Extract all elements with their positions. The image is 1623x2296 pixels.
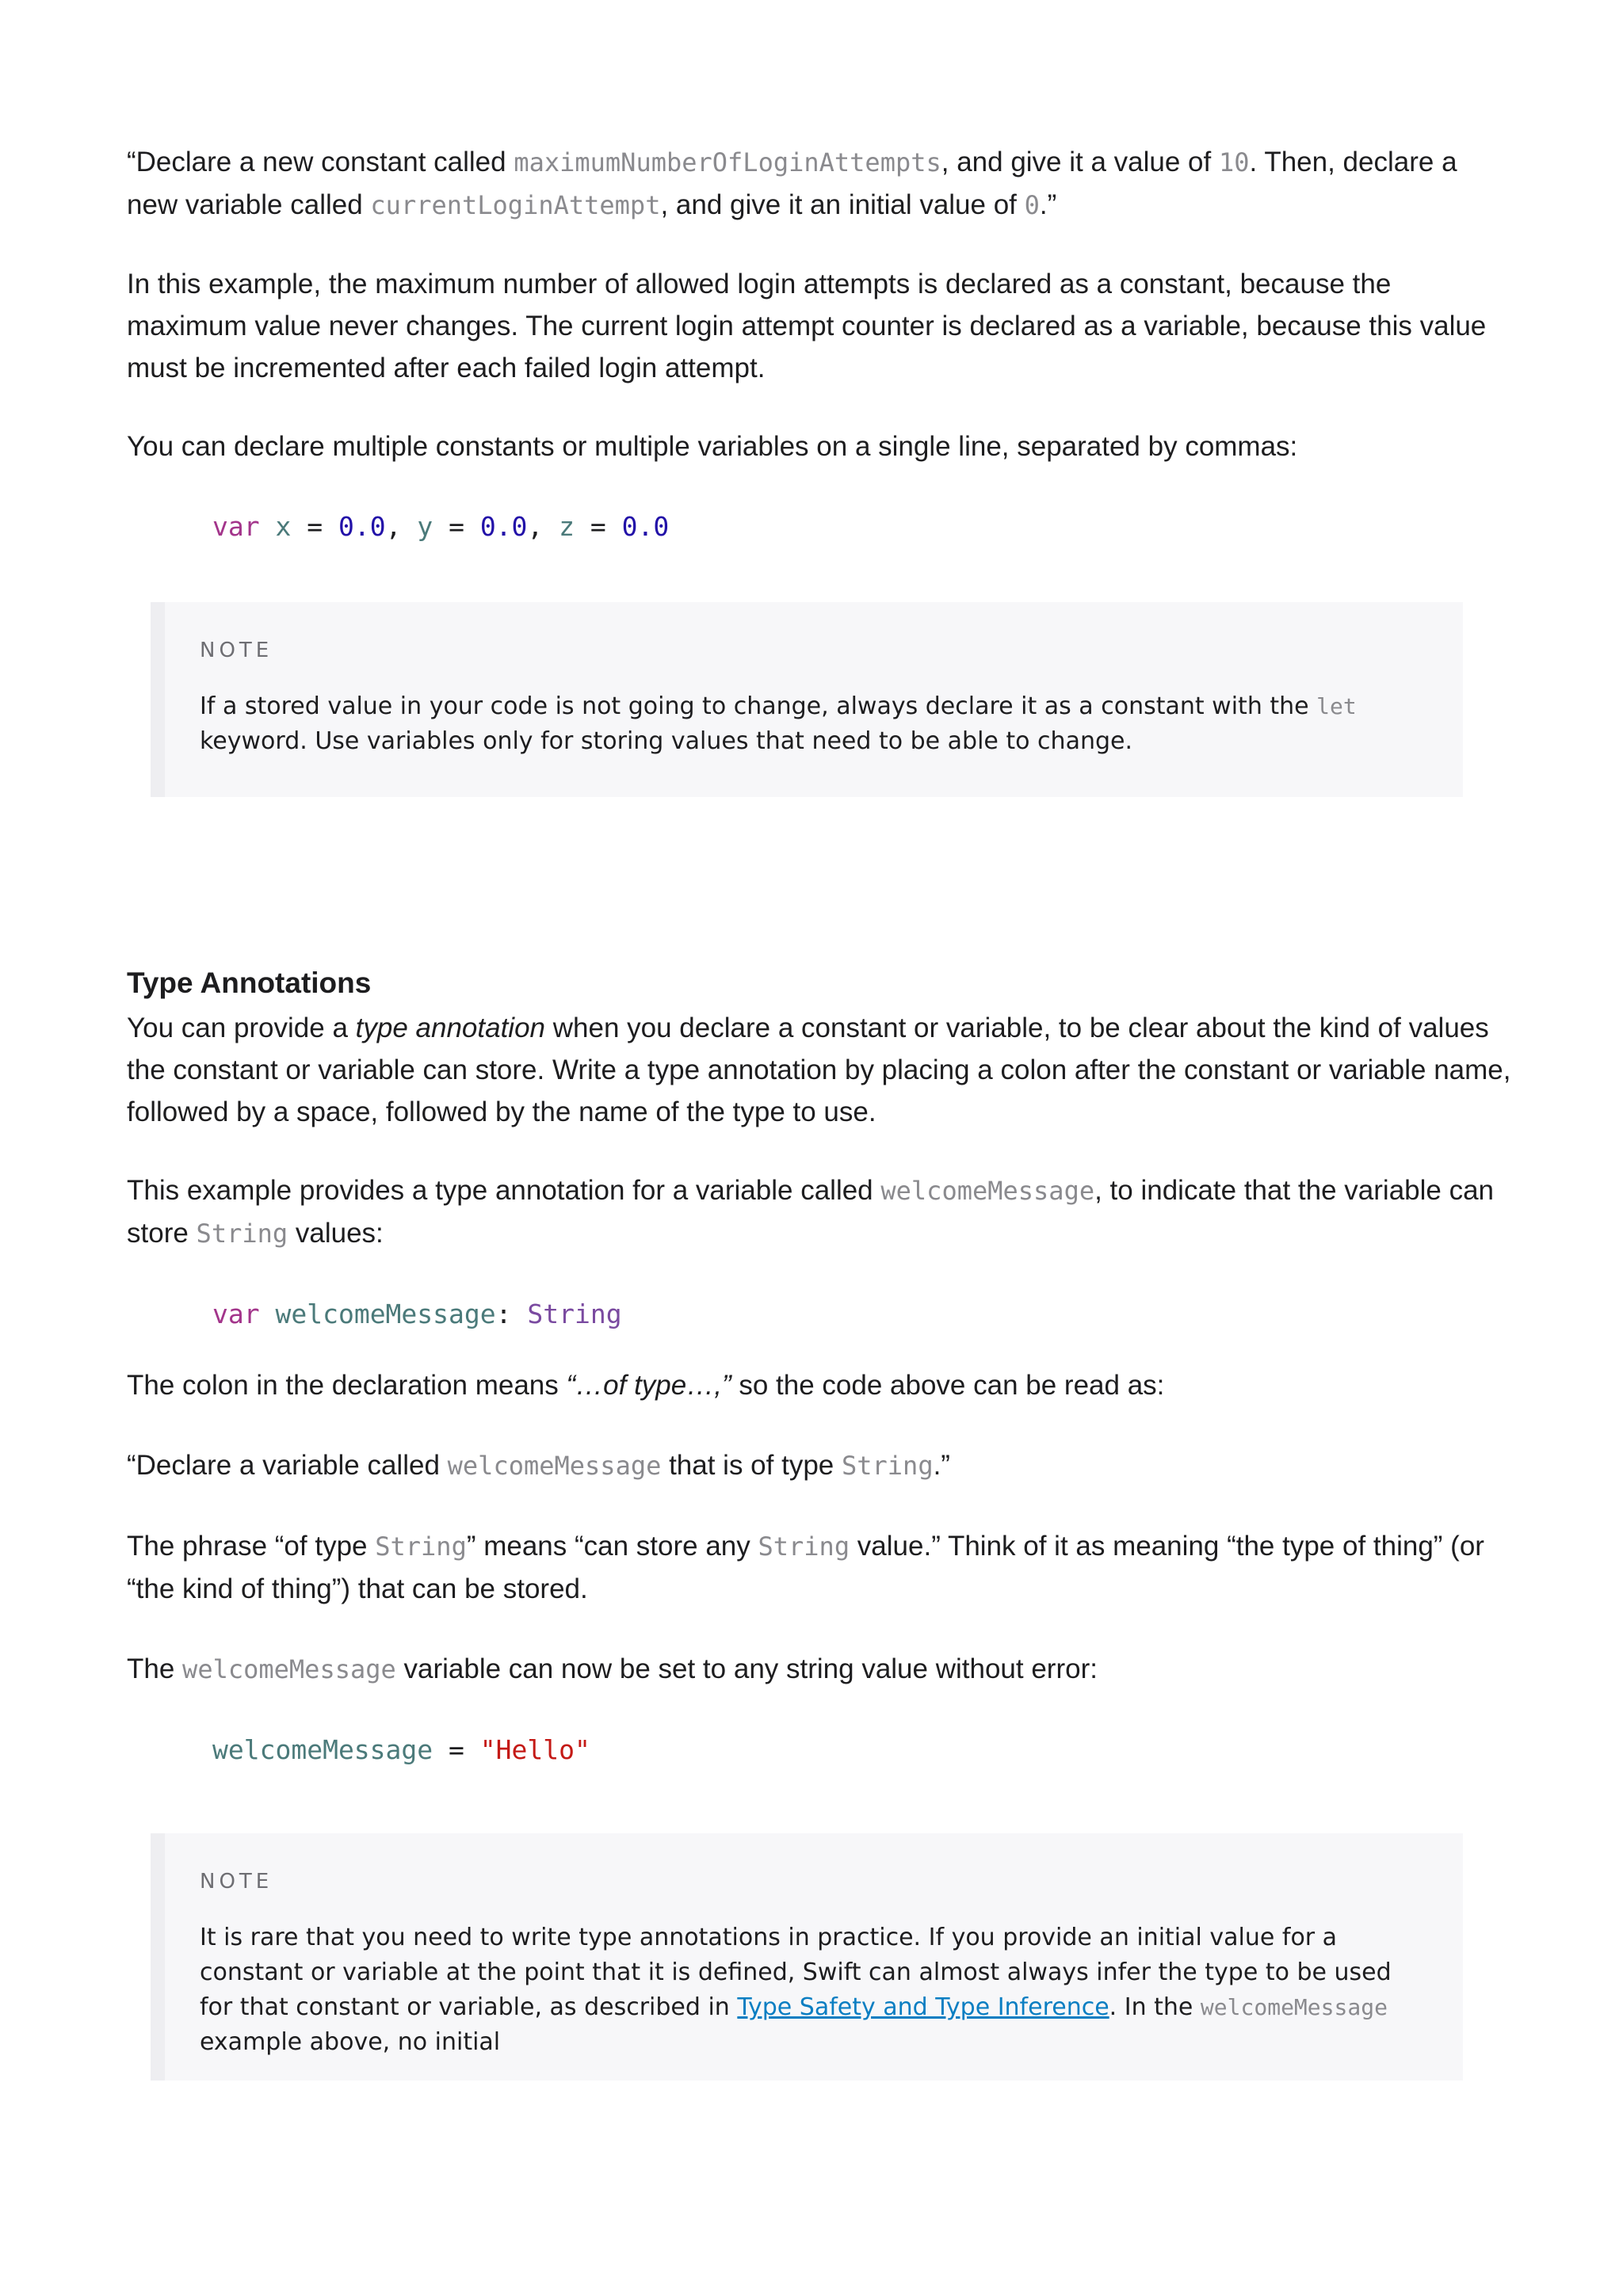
inline-code: String [841,1451,934,1481]
text: values: [288,1218,384,1249]
code-number: 0.0 [338,511,386,542]
inline-code: let [1316,693,1357,719]
type-safety-link[interactable]: Type Safety and Type Inference [737,1993,1109,2021]
text: , and give it an initial value of [660,189,1025,220]
code-colon: : [495,1299,528,1329]
inline-code: String [196,1219,288,1249]
inline-code: welcomeMessage [1200,1994,1388,2020]
text: variable can now be set to any string value without error: [395,1653,1098,1684]
code-block-assignment [127,1730,1514,1770]
text: “Declare a new constant called [127,147,514,177]
inline-code: welcomeMessage [182,1654,396,1684]
text: keyword. Use variables only for storing values that need to be able to change. [200,727,1133,755]
paragraph-colon [127,1364,1514,1406]
note-text [200,1920,1415,2060]
paragraph-multiple: You can declare multiple constants or multiple variables on a single line, separated by commas: [127,431,1298,462]
text: If a stored value in your code is not going to change, always declare it as a constant with the [200,692,1317,720]
text: when you declare a constant or variable, to be clear about the kind of values the constant or variable can store. Write a type annotation by placing a colon after the constant or variable name, followed by a space, followed by the name of the type to use. [127,1013,1511,1127]
code-var-y: y [417,511,433,542]
paragraph-constant: In this example, the maximum number of allowed login attempts is declared as a constant, because the maximum value never changes. The current login attempt counter is declared as a variable, because this value must be incremented after each failed login attempt. [127,269,1487,383]
code-op: = [433,511,480,542]
text: that is of type [661,1450,842,1481]
text: , to indicate that the variable can store [127,1175,1495,1249]
inline-code: 0 [1024,190,1040,220]
inline-code: String [375,1531,467,1562]
inline-code: 10 [1218,147,1250,177]
paragraph-type-annotation [127,1007,1514,1133]
text: , and give it a value of [941,147,1219,177]
code-number: 0.0 [621,511,670,542]
text: value.” Think of it as meaning “the type of thing” (or “the kind of thing”) that can be stored. [127,1531,1484,1604]
code-keyword: var [212,511,260,542]
text: The [127,1653,183,1684]
text: The phrase “of type [127,1531,376,1562]
text: “Declare a variable called [127,1450,448,1481]
text: .” [1039,189,1057,220]
code-type: String [527,1299,622,1329]
paragraph-example [127,1169,1514,1255]
code-sep: , [527,511,559,542]
code-var-z: z [559,511,575,542]
note-text [200,689,1415,759]
inline-code: String [758,1531,850,1562]
code-var: welcomeMessage [275,1299,496,1329]
paragraph-phrase [127,1525,1514,1610]
note-box [151,602,1463,797]
code-op: = [433,1734,480,1765]
code-var-x: x [275,511,292,542]
paragraph-read-as [127,1444,1514,1487]
emphasis: “…of type…,” [566,1370,731,1401]
text: It is rare that you need to write type annotations in practice. If you provide an initial value for a constant or variable at the point that it is defined, Swift can almost always infer the type to be used for that constant or variable, as described in [200,1924,1392,2021]
section-heading: Type Annotations [127,967,372,999]
intro-quote [127,141,1514,227]
text: You can provide a [127,1013,356,1043]
code-string: "Hello" [479,1734,590,1765]
code-keyword: var [212,1299,260,1329]
code-block-type-annotation [127,1295,1514,1334]
text: example above, no initial [200,2028,501,2056]
code-sep: , [385,511,418,542]
inline-code: welcomeMessage [447,1451,662,1481]
note-title: NOTE [200,639,273,662]
note-box-type-inference [151,1833,1463,2081]
note-title: NOTE [200,1870,273,1894]
text: . Then, declare a new variable called [127,147,1457,220]
code-op: = [575,511,622,542]
text: . In the [1109,1993,1201,2021]
code-number: 0.0 [479,511,528,542]
text: ” means “can store any [466,1531,758,1562]
text: .” [933,1450,950,1481]
code-var: welcomeMessage [212,1734,433,1765]
text: so the code above can be read as: [731,1370,1165,1401]
inline-code: welcomeMessage [880,1176,1095,1206]
inline-code: currentLoginAttempt [370,190,661,220]
paragraph-set-value [127,1648,1514,1691]
document-page [127,141,1514,2081]
emphasis: type annotation [355,1013,546,1043]
code-op: = [291,511,338,542]
code-block-multi-declaration [127,507,1514,547]
text: This example provides a type annotation for a variable called [127,1175,881,1206]
inline-code: maximumNumberOfLoginAttempts [514,147,941,177]
text: The colon in the declaration means [127,1370,567,1401]
